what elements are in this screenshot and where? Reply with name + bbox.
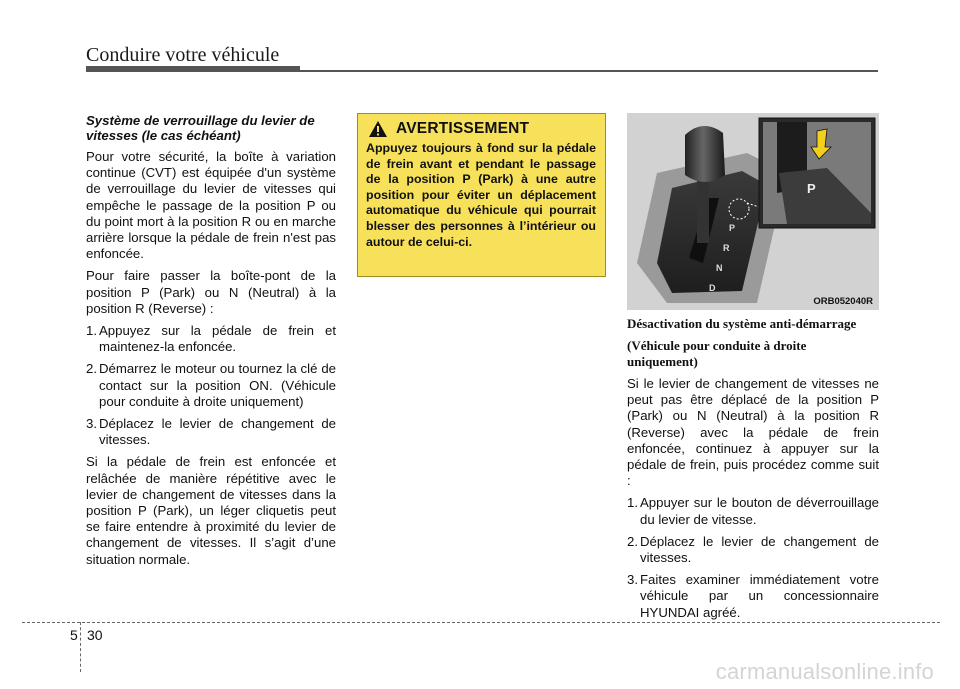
step-text: Appuyez sur la pédale de frein et maintenez-la enfoncée.: [99, 323, 336, 355]
subsection-subtitle: (Véhicule pour conduite à droite uniquement): [627, 338, 807, 369]
list-item: [86, 416, 336, 448]
page-number: 30: [87, 627, 103, 643]
gate-label: D: [709, 283, 716, 293]
lever-knob: [685, 126, 725, 182]
watermark: carmanualsonline.info: [715, 659, 934, 684]
warning-title: AVERTISSEMENT: [396, 120, 530, 137]
warning-header: [368, 120, 596, 138]
list-item: [627, 534, 879, 566]
step-text: Appuyer sur le bouton de déverrouillage du levier de vitesse.: [640, 495, 879, 527]
shift-lever-figure: [627, 113, 879, 310]
step-number: 3.: [627, 572, 638, 588]
gate-label: P: [729, 223, 736, 233]
step-number: 1.: [627, 495, 638, 511]
gate-label: N: [716, 263, 723, 273]
step-text: Démarrez le moteur ou tournez la clé de contact sur la position ON. (Véhicule pour conduite à droite uniquement): [99, 361, 336, 409]
inset-gate-label: P: [807, 181, 816, 196]
left-column: [86, 113, 336, 574]
footer-divider: [80, 622, 81, 672]
figure-caption: ORB052040R: [813, 296, 873, 307]
step-number: 3.: [86, 416, 97, 432]
warning-box: [357, 113, 606, 277]
list-item: [86, 361, 336, 410]
list-item: [627, 572, 879, 621]
step-number: 2.: [86, 361, 97, 377]
right-column: [627, 316, 879, 627]
header-rule-thin: [300, 70, 878, 72]
note-paragraph: Si la pédale de frein est enfoncée et relâchée de manière répétitive avec le levier de changement de vitesses dans la position P (Park), un léger cliquetis peut se faire entendre à proximité du levier de changement de vitesses. Il s’agit d’une situation normale.: [86, 454, 336, 567]
shift-lever-illustration: [627, 113, 879, 310]
step-number: 2.: [627, 533, 638, 549]
warning-triangle-icon: [368, 120, 388, 138]
list-item: [627, 495, 879, 527]
chapter-number: 5: [70, 627, 78, 643]
instruction-paragraph: Pour faire passer la boîte-pont de la position P (Park) ou N (Neutral) à la position R (Reverse) :: [86, 268, 336, 316]
subsection-title: Désactivation du système anti-démarrage: [627, 316, 857, 331]
lever-stem: [697, 173, 709, 243]
warning-text: Appuyez toujours à fond sur la pédale de frein avant et pendant le passage de la position P (Park) à une autre position pour éviter un déplacement automatique du véhicule qui pourrait blesser des personnes à l’intérieur ou autour de celui-ci.: [366, 141, 596, 249]
step-text: Déplacez le levier de changement de vitesses.: [99, 416, 336, 448]
step-number: 1.: [86, 323, 97, 339]
page-header-title: Conduire votre véhicule: [86, 44, 280, 66]
header-rule-thick: [86, 66, 300, 72]
gate-label: R: [723, 243, 730, 253]
section-title: Système de verrouillage du levier de vitesses (le cas échéant): [86, 113, 315, 143]
step-text: Déplacez le levier de changement de vitesses.: [640, 533, 879, 566]
step-text: Faites examiner immédiatement votre véhicule par un concessionnaire HYUNDAI agréé.: [640, 572, 879, 620]
list-item: [86, 323, 336, 355]
footer-rule: [22, 622, 940, 623]
body-paragraph: Si le levier de changement de vitesses ne peut pas être déplacé de la position P (Park) ou N (Neutral) à la position R (Reverse) avec la pédale de frein enfoncée, continuez à appuyer sur la pédale de frein, puis procédez comme suit :: [627, 376, 879, 489]
intro-paragraph: Pour votre sécurité, la boîte à variation continue (CVT) est équipée d'un système de verrouillage du levier de vitesses qui empêche le passage de la position P ou du point mort à la position R ou en marche arrière lorsque la pédale de frein n'est pas enfoncée.: [86, 149, 336, 262]
